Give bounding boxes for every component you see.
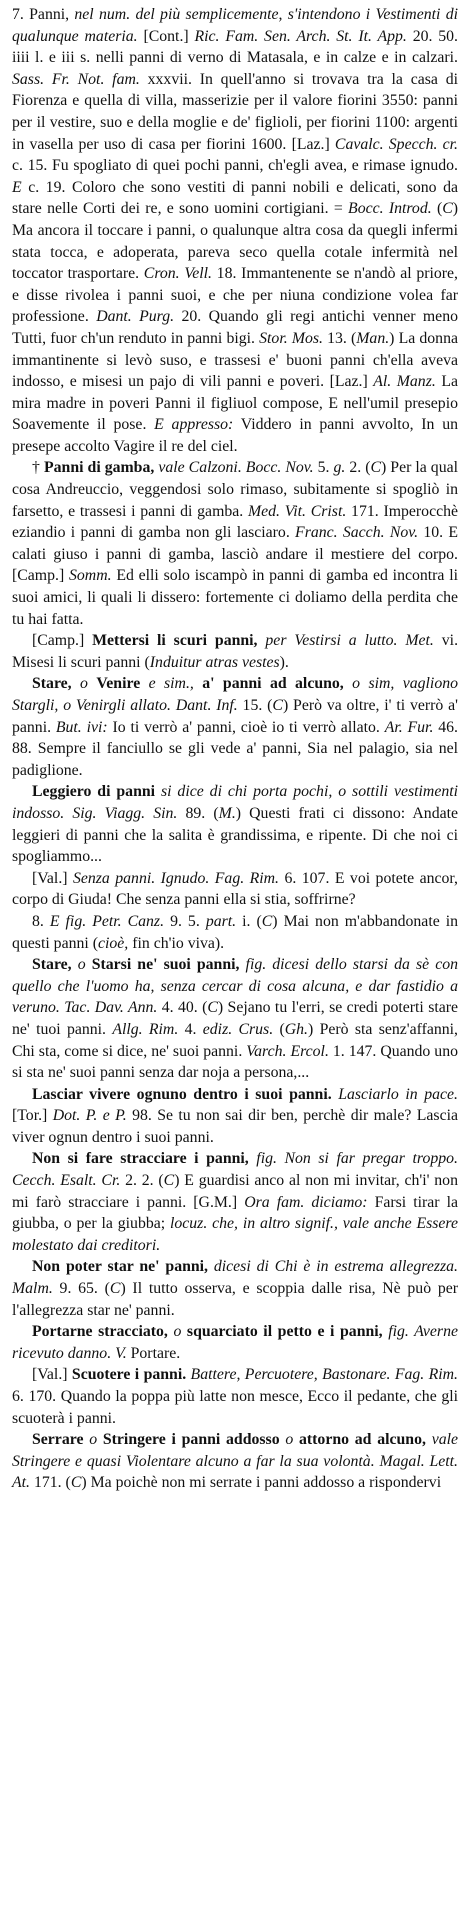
italic-text: Sass. Fr. Not. fam.	[12, 70, 140, 88]
body-text: 98. Se tu non sai dir ben, perchè dir male? Lascia viver ognun dentro i suoi panni.	[12, 1107, 458, 1146]
body-text: 9. 65. (	[52, 1280, 110, 1298]
entry-paragraph	[12, 868, 458, 911]
entry-paragraph	[12, 673, 458, 781]
body-text: ) Questi frati ci dissono: Andate leggieri di panni che la salita è grandissima, e ripente. Di che noi ci spogliammo...	[12, 804, 459, 866]
body-text: 20. Quando gli regi antichi venner meno Tutti, fuor ch'un renduto in panni bigi.	[12, 308, 458, 347]
body-text: [Val.]	[32, 1366, 72, 1384]
body-text: 89. (	[177, 804, 219, 822]
italic-text: Somm.	[68, 567, 112, 585]
italic-text: o	[279, 1431, 300, 1449]
body-text: Farsi tirar la giubba, o per la giubba;	[12, 1193, 458, 1233]
italic-text: o	[167, 1323, 187, 1341]
italic-text: Allg. Rim.	[112, 1020, 179, 1038]
entry-paragraph	[12, 1429, 458, 1494]
body-text: 13. (	[322, 329, 357, 347]
italic-text: Sig. Viagg. Sin.	[72, 804, 178, 822]
entry-paragraph	[12, 630, 458, 673]
italic-text: E fig. Petr. Canz.	[49, 912, 165, 930]
italic-text: M.	[218, 804, 236, 822]
body-text: 10. E calati giuso i panni di gamba, lasciò andare il mestiere del corpo. [Camp.]	[12, 524, 458, 585]
italic-text: C	[70, 1474, 82, 1492]
headword: Mettersi li scuri panni,	[92, 632, 258, 650]
italic-text: Senza panni. Ignudo. Fag. Rim.	[72, 869, 280, 887]
body-text: 18. Immantenente se n'andò al priore, e disse rivolea i panni suoi, e che per niuna condizione volea far professione.	[12, 265, 458, 326]
body-text: ) Ma poichè non mi serrate i panni addosso a rispondervi	[81, 1474, 442, 1492]
body-text: ) Mai non m'abbandonate in questi panni (	[12, 912, 459, 952]
italic-text: o	[83, 1431, 103, 1449]
italic-text: C	[272, 697, 283, 714]
body-text: fin ch'io viva).	[128, 934, 225, 952]
italic-text: But. ivi:	[55, 718, 108, 736]
body-text: 2. 2. (	[120, 1172, 164, 1190]
italic-text: Stor. Mos.	[259, 329, 323, 347]
headword: Non poter star ne' panni,	[32, 1258, 209, 1276]
italic-text: Dant. Inf.	[175, 697, 238, 714]
body-text: 4.	[178, 1020, 203, 1038]
italic-text: nel num. del più semplicemente, s'intendono i Vestimenti di qualunque materia.	[12, 6, 458, 45]
entry-paragraph	[12, 1148, 458, 1256]
italic-text: C	[109, 1280, 121, 1298]
body-text: 9. 5.	[164, 912, 206, 930]
headword: Stare,	[32, 675, 72, 693]
entry-paragraph	[12, 1321, 458, 1364]
entry-paragraph	[12, 1084, 458, 1149]
italic-text: Al. Manz.	[373, 373, 436, 391]
body-text: 20. 50. iiii l. e iii s. nelli panni di verno di Matasala, e in calze e in calzari.	[12, 27, 459, 67]
body-text: 8.	[32, 912, 50, 930]
headword: Stringere i panni addosso	[102, 1431, 280, 1449]
italic-text: C	[207, 999, 218, 1017]
italic-text: Bocc. Introd.	[348, 200, 432, 218]
body-text: ) Il tutto osserva, e scoppia dalle risa, Nè può per l'allegrezza star ne' panni.	[12, 1280, 459, 1319]
body-text: (	[431, 200, 443, 218]
italic-text: Dant. Purg.	[96, 308, 175, 326]
headword: Starsi ne' suoi panni,	[91, 956, 240, 974]
body-text: 6. 170. Quando la poppa più latte non mesce, Ecco il pedante, che gli scuoterà i panni.	[12, 1388, 458, 1427]
entry-paragraph	[12, 457, 458, 630]
italic-text: Ora fam. diciamo:	[244, 1193, 368, 1211]
italic-text: Med. Vit. Crist.	[247, 502, 347, 520]
italic-text: o	[71, 675, 97, 693]
italic-text: Varch. Ercol.	[246, 1042, 329, 1060]
body-text: La mira madre in poveri Panni il figliuol compose, E nell'umil presepio Soavemente il pose.	[12, 373, 458, 434]
italic-text: si dice di chi porta pochi, o sottili vestimenti indosso.	[12, 783, 459, 822]
italic-text: Battere, Percuotere, Bastonare. Fag. Rim.	[186, 1366, 458, 1384]
body-text: 5.	[313, 459, 334, 477]
italic-text: Ar. Fur.	[384, 718, 434, 736]
italic-text: fig. dicesi dello starsi da sè con quello che l'uomo ha, senza cercar di cosa alcuna, e dar fastidio a veruno.	[12, 956, 459, 1017]
body-text: c. 15. Fu spogliato di quei pochi panni, ch'egli avea, e rimase ignudo.	[12, 157, 458, 175]
italic-text: dicesi di Chi è in estrema allegrezza. Malm.	[12, 1258, 458, 1298]
headword: squarciato il petto e i panni,	[186, 1323, 383, 1341]
body-text: xxxvii. In quell'anno si trovava tra la casa di Fiorenza e quella di villa, masserizie per il valore fiorini 3550: panni per il vestire, suo e della moglie e de' figlioli, per fiorini 1100: argenti in vasella per uso di casa per fiorini 1600. [Laz.]	[12, 70, 458, 153]
headword: Portarne stracciato,	[32, 1323, 168, 1341]
body-text: Portare.	[126, 1344, 181, 1362]
body-text: †	[32, 459, 44, 477]
body-text: 46. 88. Sempre il fanciullo se gli vede a' panni, Sia nel palagio, sia nel padiglione.	[12, 718, 458, 779]
italic-text: Franc. Sacch. Nov.	[295, 524, 419, 542]
headword: Serrare	[32, 1431, 84, 1449]
headword: attorno ad alcuno,	[299, 1431, 426, 1449]
body-text: Ed elli solo iscampò in panni di gamba ed incontra li suoi amici, li quali li dissero: fortemente ci doliamo della perdita che tu hai fatta.	[12, 567, 458, 628]
italic-text: per Vestirsi a lutto.	[257, 632, 406, 650]
headword: Panni di gamba,	[44, 459, 155, 477]
italic-text: vale Calzoni.	[154, 459, 246, 477]
body-text: ) E guardisi anco al non mi invitar, ch'i' non mi farò stracciare i panni. [G.M.]	[12, 1172, 458, 1211]
headword: Venire	[96, 675, 141, 693]
entry-paragraph	[12, 1256, 458, 1321]
body-text: Io ti verrò a' panni, cioè io ti verrò allato.	[107, 718, 385, 736]
italic-text: fig. Non si far pregar troppo. Cecch. Esalt. Cr.	[12, 1150, 458, 1190]
italic-text: C	[261, 912, 273, 930]
italic-text: g.	[333, 459, 346, 477]
italic-text: Gh.	[284, 1020, 308, 1038]
italic-text: cioè,	[98, 934, 129, 952]
italic-text: Bocc. Nov.	[245, 459, 314, 477]
italic-text: fig. Averne ricevuto danno. V.	[12, 1323, 458, 1362]
italic-text: C	[442, 200, 453, 218]
body-text: Viddero in panni avvolto, In un presepe accolto Vagire il re del ciel.	[12, 416, 458, 455]
body-text: ) Però va oltre, i' ti verrò a' panni.	[12, 697, 458, 736]
body-text: 7. Panni,	[12, 6, 75, 23]
body-text: ) Per la qual cosa Andreuccio, veggendosi solo rimaso, subitamente si spogliò in farsetto, e trassesi i panni di gamba.	[12, 459, 458, 520]
italic-text: e sim.,	[140, 675, 203, 693]
italic-text: Ric. Fam. Sen. Arch. St. It. App.	[194, 27, 407, 45]
body-text: 171. Imperocchè eziandio i panni di gamba non gli lasciaro.	[12, 502, 459, 542]
body-text: ) La donna immantinente si levò suso, e trassesi e' buoni panni ch'ella aveva indosso, e misesi un pajo di vili panni e poveri. [Laz.]	[12, 329, 458, 391]
italic-text: Lasciarlo in pace.	[331, 1085, 458, 1103]
italic-text: E appresso:	[154, 416, 234, 434]
body-text: ) Sejano tu l'erri, se credi poterti stare ne' tuoi panni.	[12, 999, 459, 1038]
headword: Scuotere i panni.	[71, 1366, 187, 1384]
italic-text: o	[71, 956, 92, 974]
italic-text: part.	[205, 912, 237, 930]
body-text: 6. 107. E voi potete ancor, corpo di Giuda! Che senza panni ella si stia, soffrirne?	[12, 869, 458, 909]
entry-paragraph	[12, 4, 458, 457]
italic-text: E	[12, 178, 22, 196]
italic-text: Man.	[356, 329, 390, 347]
body-text: c. 19. Coloro che sono vestiti di panni nobili e delicati, sono da stare nelle Corti dei re, e sono uomini cortigiani. =	[12, 178, 458, 218]
italic-text: Cavalc. Specch. cr.	[334, 135, 459, 153]
entry-paragraph	[12, 781, 458, 867]
italic-text: C	[163, 1172, 175, 1190]
body-text: 15. (	[237, 697, 273, 714]
italic-text: Dot. P. e P.	[52, 1107, 127, 1125]
body-text: [Tor.]	[12, 1107, 53, 1125]
body-text: (	[273, 1020, 285, 1038]
entry-paragraph	[12, 911, 458, 954]
body-text: [Val.]	[32, 869, 73, 887]
headword: Stare,	[32, 956, 72, 974]
headword: a' panni ad alcuno,	[202, 675, 344, 693]
italic-text: C	[370, 459, 382, 477]
body-text: ) Ma ancora il toccare i panni, o qualunque altra cosa da quegli infermi stata tocca, e adoperata, pareva seco quella cotale infermità nel toccator trasportare.	[12, 200, 459, 283]
italic-text: Cron. Vell.	[143, 265, 212, 283]
body-text: [Camp.]	[32, 632, 93, 650]
italic-text: o sim, vagliono Stargli, o Venirgli allato.	[12, 675, 459, 714]
entry-paragraph	[12, 1364, 458, 1429]
body-text: [Cont.]	[137, 27, 195, 45]
body-text: ) Però sta senz'affanni, Chi sta, come si dice, ne' suoi panni.	[12, 1020, 458, 1060]
headword: Leggiero di panni	[32, 783, 156, 801]
body-text: i. (	[236, 912, 262, 930]
italic-text: vale Stringere e quasi Violentare alcuno a far la sua volontà. Magal. Lett. At.	[12, 1431, 458, 1492]
body-text: 171. (	[30, 1474, 71, 1492]
italic-text: Met.	[405, 632, 434, 650]
body-text: vi. Misesi li scuri panni (	[12, 632, 459, 671]
body-text: 4. 40. (	[157, 999, 208, 1017]
headword: Non si fare stracciare i panni,	[32, 1150, 249, 1168]
entry-paragraph	[12, 954, 458, 1084]
italic-text: Induitur atras vestes	[149, 653, 280, 671]
headword: Lasciar vivere ognuno dentro i suoi panni.	[32, 1085, 332, 1103]
body-text: ).	[279, 653, 289, 671]
body-text: 1. 147. Quando uno si sta ne' suoi panni senza dar noja a persona,...	[12, 1042, 458, 1082]
italic-text: locuz. che, in altro signif., vale anche Essere molestato dai creditori.	[12, 1215, 458, 1254]
italic-text: ediz. Crus.	[202, 1020, 274, 1038]
body-text: 2. (	[345, 459, 371, 477]
italic-text: Tac. Dav. Ann.	[64, 999, 158, 1017]
